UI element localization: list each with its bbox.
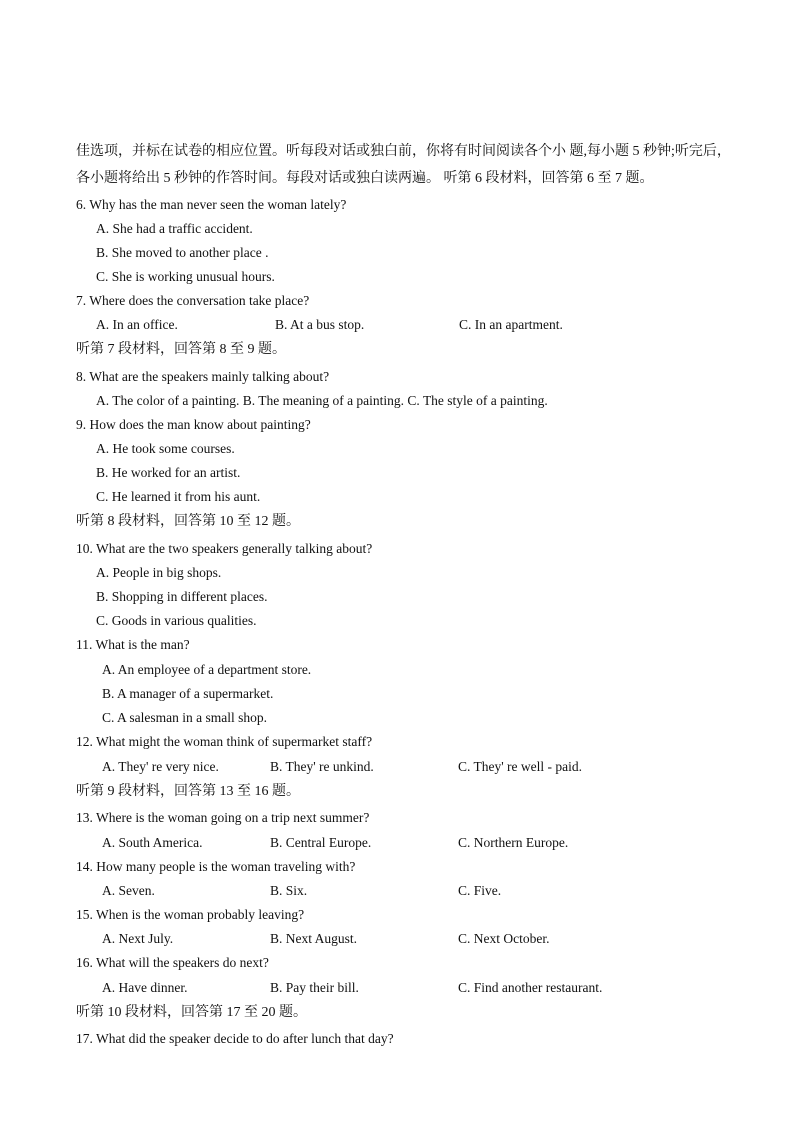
question-10-option-b: B. Shopping in different places.	[96, 589, 268, 604]
question-14-option-c: C. Five.	[458, 883, 502, 898]
question-14-option-b: B. Six.	[270, 883, 308, 898]
question-13-option-b: B. Central Europe.	[270, 835, 372, 850]
question-8: 8. What are the speakers mainly talking about?	[76, 369, 330, 384]
question-15-option-a: A. Next July.	[102, 931, 174, 946]
question-17: 17. What did the speaker decide to do after lunch that day?	[76, 1031, 394, 1046]
section-heading-10: 听第 10 段材料，回答第 17 至 20 题。	[76, 1005, 307, 1020]
question-12-option-a: A. They' re very nice.	[102, 759, 219, 774]
question-9-option-a: A. He took some courses.	[96, 441, 235, 456]
question-6-option-c: C. She is working unusual hours.	[96, 269, 275, 284]
question-15: 15. When is the woman probably leaving?	[76, 907, 305, 922]
question-7-option-c: C. In an apartment.	[459, 317, 563, 332]
section-heading-9: 听第 9 段材料，回答第 13 至 16 题。	[76, 784, 300, 799]
section-heading-8: 听第 8 段材料，回答第 10 至 12 题。	[76, 514, 300, 529]
question-11-option-b: B. A manager of a supermarket.	[102, 686, 274, 701]
question-10-option-c: C. Goods in various qualities.	[96, 613, 257, 628]
question-7-option-a: A. In an office.	[96, 317, 178, 332]
question-12-options	[0, 758, 794, 776]
question-13-option-c: C. Northern Europe.	[458, 835, 569, 850]
question-15-option-b: B. Next August.	[270, 931, 358, 946]
question-11: 11. What is the man?	[76, 637, 190, 652]
section-heading-7: 听第 7 段材料，回答第 8 至 9 题。	[76, 342, 286, 357]
question-15-option-c: C. Next October.	[458, 931, 550, 946]
question-14: 14. How many people is the woman traveling with?	[76, 859, 356, 874]
question-11-option-a: A. An employee of a department store.	[102, 662, 312, 677]
question-6: 6. Why has the man never seen the woman lately?	[76, 197, 347, 212]
question-15-options	[0, 930, 794, 948]
question-7-option-b: B. At a bus stop.	[275, 317, 365, 332]
question-14-options	[0, 882, 794, 900]
question-9-option-b: B. He worked for an artist.	[96, 465, 241, 480]
question-9-option-c: C. He learned it from his aunt.	[96, 489, 261, 504]
question-10-option-a: A. People in big shops.	[96, 565, 222, 580]
question-7-options	[0, 316, 794, 334]
question-16-option-c: C. Find another restaurant.	[458, 980, 603, 995]
question-16-options	[0, 979, 794, 997]
question-6-option-b: B. She moved to another place .	[96, 245, 269, 260]
question-12: 12. What might the woman think of supermarket staff?	[76, 734, 373, 749]
question-7: 7. Where does the conversation take place?	[76, 293, 310, 308]
question-12-option-b: B. They' re unkind.	[270, 759, 374, 774]
question-9: 9. How does the man know about painting?	[76, 417, 311, 432]
question-13-option-a: A. South America.	[102, 835, 203, 850]
instructions-paragraph: 佳选项，并标在试卷的相应位置。听每段对话或独白前，你将有时间阅读各个小 题,每小题 5 秒钟;听完后，各小题将给出 5 秒钟的作答时间。每段对话或独白读两遍。 听第 6 段材料，回答第 6 至 7 题。	[76, 144, 731, 186]
question-14-option-a: A. Seven.	[102, 883, 155, 898]
question-13: 13. Where is the woman going on a trip next summer?	[76, 810, 370, 825]
question-13-options	[0, 834, 794, 852]
question-6-option-a: A. She had a traffic accident.	[96, 221, 253, 236]
question-16-option-b: B. Pay their bill.	[270, 980, 359, 995]
question-11-option-c: C. A salesman in a small shop.	[102, 710, 267, 725]
question-12-option-c: C. They' re well - paid.	[458, 759, 583, 774]
question-16-option-a: A. Have dinner.	[102, 980, 188, 995]
question-16: 16. What will the speakers do next?	[76, 955, 269, 970]
question-10: 10. What are the two speakers generally talking about?	[76, 541, 373, 556]
question-8-options: A. The color of a painting. B. The meaning of a painting. C. The style of a painting.	[96, 393, 548, 408]
